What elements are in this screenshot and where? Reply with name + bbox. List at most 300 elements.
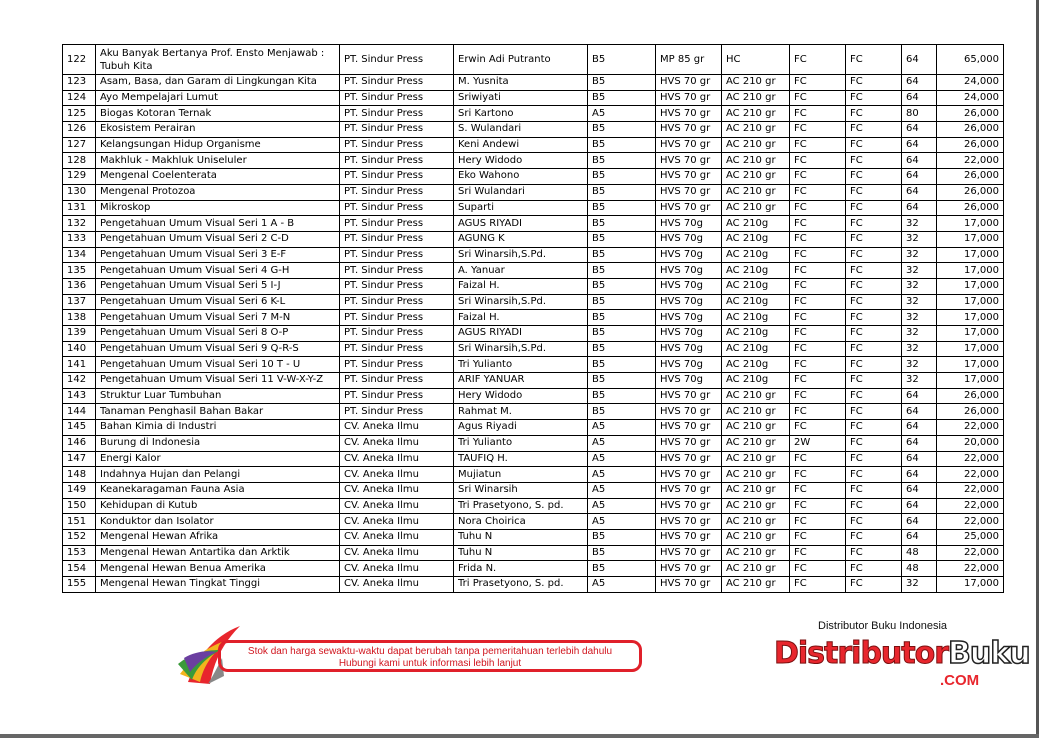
cell-price: 22,000: [937, 498, 1004, 514]
cell-no: 138: [63, 310, 96, 326]
cell-price: 17,000: [937, 263, 1004, 279]
cell-no: 126: [63, 122, 96, 138]
cell-size: A5: [588, 514, 656, 530]
brand-logo-part2: Buku: [948, 636, 1030, 671]
cell-c1: FC: [790, 514, 846, 530]
cell-cover: AC 210 gr: [722, 435, 790, 451]
cell-no: 151: [63, 514, 96, 530]
cell-cover: AC 210g: [722, 326, 790, 342]
cell-c2: FC: [846, 529, 902, 545]
table-row: [63, 278, 1004, 294]
cell-title: Ekosistem Perairan: [96, 122, 340, 138]
cell-c1: FC: [790, 326, 846, 342]
cell-price: 24,000: [937, 90, 1004, 106]
cell-pages: 64: [902, 404, 937, 420]
cell-size: B5: [588, 247, 656, 263]
cell-c1: FC: [790, 561, 846, 577]
cell-c2: FC: [846, 482, 902, 498]
cell-author: Agus Riyadi: [454, 420, 588, 436]
table-row: [63, 106, 1004, 122]
cell-pages: 64: [902, 451, 937, 467]
cell-pages: 32: [902, 278, 937, 294]
cell-c2: FC: [846, 514, 902, 530]
cell-pages: 64: [902, 529, 937, 545]
cell-size: B5: [588, 137, 656, 153]
cell-author: AGUS RIYADI: [454, 216, 588, 232]
cell-publisher: CV. Aneka Ilmu: [340, 514, 454, 530]
cell-cover: AC 210 gr: [722, 545, 790, 561]
table-row: [63, 498, 1004, 514]
cell-title: Pengetahuan Umum Visual Seri 4 G-H: [96, 263, 340, 279]
cell-pages: 32: [902, 294, 937, 310]
cell-pages: 32: [902, 577, 937, 593]
cell-c1: FC: [790, 545, 846, 561]
cell-pages: 64: [902, 498, 937, 514]
cell-publisher: PT. Sindur Press: [340, 310, 454, 326]
cell-paper: HVS 70 gr: [656, 122, 722, 138]
cell-cover: AC 210g: [722, 310, 790, 326]
cell-pages: 32: [902, 247, 937, 263]
cell-publisher: PT. Sindur Press: [340, 388, 454, 404]
cell-no: 142: [63, 373, 96, 389]
cell-no: 122: [63, 45, 96, 75]
cell-author: Faizal H.: [454, 278, 588, 294]
table-row: [63, 545, 1004, 561]
cell-cover: AC 210 gr: [722, 561, 790, 577]
cell-no: 129: [63, 169, 96, 185]
cell-author: Erwin Adi Putranto: [454, 45, 588, 75]
cell-title: Mengenal Hewan Benua Amerika: [96, 561, 340, 577]
cell-paper: HVS 70 gr: [656, 529, 722, 545]
table-row: [63, 388, 1004, 404]
table-row: [63, 153, 1004, 169]
cell-title: Makhluk - Makhluk Uniseluler: [96, 153, 340, 169]
cell-price: 22,000: [937, 514, 1004, 530]
cell-author: Sri Winarsih: [454, 482, 588, 498]
cell-title: Energi Kalor: [96, 451, 340, 467]
cell-title: Pengetahuan Umum Visual Seri 2 C-D: [96, 231, 340, 247]
cell-paper: HVS 70g: [656, 310, 722, 326]
cell-paper: HVS 70 gr: [656, 388, 722, 404]
cell-size: B5: [588, 310, 656, 326]
cell-paper: HVS 70g: [656, 373, 722, 389]
cell-pages: 48: [902, 545, 937, 561]
cell-publisher: PT. Sindur Press: [340, 247, 454, 263]
cell-publisher: CV. Aneka Ilmu: [340, 561, 454, 577]
cell-c1: FC: [790, 278, 846, 294]
cell-paper: HVS 70 gr: [656, 200, 722, 216]
cell-publisher: PT. Sindur Press: [340, 231, 454, 247]
cell-author: Suparti: [454, 200, 588, 216]
cell-pages: 32: [902, 263, 937, 279]
cell-title: Pengetahuan Umum Visual Seri 8 O-P: [96, 326, 340, 342]
cell-publisher: PT. Sindur Press: [340, 326, 454, 342]
cell-author: Sri Wulandari: [454, 184, 588, 200]
cell-size: B5: [588, 294, 656, 310]
cell-title: Struktur Luar Tumbuhan: [96, 388, 340, 404]
cell-author: Keni Andewi: [454, 137, 588, 153]
cell-c2: FC: [846, 388, 902, 404]
table-row: [63, 435, 1004, 451]
cell-price: 17,000: [937, 231, 1004, 247]
cell-pages: 64: [902, 200, 937, 216]
cell-paper: HVS 70 gr: [656, 90, 722, 106]
cell-publisher: CV. Aneka Ilmu: [340, 577, 454, 593]
cell-price: 22,000: [937, 467, 1004, 483]
cell-no: 149: [63, 482, 96, 498]
cell-size: B5: [588, 75, 656, 91]
cell-c2: FC: [846, 545, 902, 561]
cell-price: 22,000: [937, 545, 1004, 561]
cell-size: A5: [588, 482, 656, 498]
cell-author: Tri Prasetyono, S. pd.: [454, 498, 588, 514]
cell-c2: FC: [846, 75, 902, 91]
cell-size: A5: [588, 451, 656, 467]
cell-size: A5: [588, 420, 656, 436]
cell-no: 137: [63, 294, 96, 310]
table-row: [63, 561, 1004, 577]
cell-price: 17,000: [937, 247, 1004, 263]
cell-size: B5: [588, 545, 656, 561]
cell-publisher: PT. Sindur Press: [340, 169, 454, 185]
table-row: [63, 122, 1004, 138]
cell-paper: HVS 70 gr: [656, 498, 722, 514]
cell-c1: FC: [790, 341, 846, 357]
cell-cover: AC 210g: [722, 341, 790, 357]
cell-cover: AC 210g: [722, 263, 790, 279]
cell-price: 17,000: [937, 341, 1004, 357]
cell-publisher: PT. Sindur Press: [340, 137, 454, 153]
cell-paper: HVS 70 gr: [656, 482, 722, 498]
table-row: [63, 577, 1004, 593]
cell-publisher: CV. Aneka Ilmu: [340, 529, 454, 545]
cell-title: Tanaman Penghasil Bahan Bakar: [96, 404, 340, 420]
cell-price: 26,000: [937, 106, 1004, 122]
cell-title: Pengetahuan Umum Visual Seri 9 Q-R-S: [96, 341, 340, 357]
brand-domain: .COM: [940, 672, 980, 689]
table-row: [63, 373, 1004, 389]
cell-paper: HVS 70g: [656, 294, 722, 310]
cell-price: 26,000: [937, 200, 1004, 216]
cell-no: 134: [63, 247, 96, 263]
cell-price: 17,000: [937, 373, 1004, 389]
cell-pages: 64: [902, 435, 937, 451]
cell-c1: FC: [790, 577, 846, 593]
cell-c2: FC: [846, 263, 902, 279]
cell-size: B5: [588, 326, 656, 342]
cell-c1: FC: [790, 90, 846, 106]
cell-c2: FC: [846, 341, 902, 357]
cell-title: Kelangsungan Hidup Organisme: [96, 137, 340, 153]
cell-price: 22,000: [937, 420, 1004, 436]
cell-c2: FC: [846, 45, 902, 75]
cell-size: B5: [588, 45, 656, 75]
cell-author: A. Yanuar: [454, 263, 588, 279]
cell-cover: AC 210g: [722, 278, 790, 294]
cell-title: Mengenal Protozoa: [96, 184, 340, 200]
cell-author: Hery Widodo: [454, 388, 588, 404]
cell-size: B5: [588, 184, 656, 200]
cell-author: Sri Winarsih,S.Pd.: [454, 341, 588, 357]
cell-c1: FC: [790, 404, 846, 420]
cell-paper: HVS 70 gr: [656, 106, 722, 122]
cell-size: B5: [588, 278, 656, 294]
cell-pages: 48: [902, 561, 937, 577]
cell-price: 17,000: [937, 294, 1004, 310]
cell-cover: AC 210g: [722, 216, 790, 232]
cell-size: B5: [588, 90, 656, 106]
cell-c2: FC: [846, 326, 902, 342]
cell-paper: HVS 70 gr: [656, 435, 722, 451]
cell-title: Mengenal Coelenterata: [96, 169, 340, 185]
cell-title: Konduktor dan Isolator: [96, 514, 340, 530]
cell-publisher: PT. Sindur Press: [340, 90, 454, 106]
cell-price: 22,000: [937, 561, 1004, 577]
cell-title: Mikroskop: [96, 200, 340, 216]
cell-c2: FC: [846, 561, 902, 577]
cell-c1: FC: [790, 310, 846, 326]
cell-c1: FC: [790, 373, 846, 389]
cell-pages: 80: [902, 106, 937, 122]
cell-author: Frida N.: [454, 561, 588, 577]
cell-pages: 64: [902, 75, 937, 91]
table-row: [63, 467, 1004, 483]
cell-price: 26,000: [937, 184, 1004, 200]
cell-paper: HVS 70 gr: [656, 169, 722, 185]
cell-pages: 32: [902, 216, 937, 232]
cell-publisher: PT. Sindur Press: [340, 45, 454, 75]
cell-price: 26,000: [937, 404, 1004, 420]
cell-size: B5: [588, 200, 656, 216]
cell-paper: HVS 70g: [656, 278, 722, 294]
cell-paper: HVS 70 gr: [656, 137, 722, 153]
cell-cover: AC 210 gr: [722, 529, 790, 545]
table-row: [63, 420, 1004, 436]
cell-author: Faizal H.: [454, 310, 588, 326]
cell-size: B5: [588, 561, 656, 577]
cell-author: Tri Yulianto: [454, 435, 588, 451]
cell-c2: FC: [846, 231, 902, 247]
cell-size: B5: [588, 153, 656, 169]
cell-c2: FC: [846, 420, 902, 436]
cell-cover: AC 210 gr: [722, 451, 790, 467]
cell-no: 127: [63, 137, 96, 153]
cell-price: 22,000: [937, 451, 1004, 467]
table-row: [63, 216, 1004, 232]
cell-publisher: PT. Sindur Press: [340, 357, 454, 373]
cell-c2: FC: [846, 184, 902, 200]
cell-c2: FC: [846, 90, 902, 106]
cell-no: 136: [63, 278, 96, 294]
cell-no: 125: [63, 106, 96, 122]
cell-author: Sri Winarsih,S.Pd.: [454, 247, 588, 263]
cell-no: 140: [63, 341, 96, 357]
cell-c1: FC: [790, 357, 846, 373]
cell-publisher: PT. Sindur Press: [340, 106, 454, 122]
cell-cover: AC 210 gr: [722, 169, 790, 185]
notice-line-1: Stok dan harga sewaktu-waktu dapat berubah tanpa pemeritahuan terlebih dahulu: [247, 646, 613, 657]
cell-price: 25,000: [937, 529, 1004, 545]
cell-price: 22,000: [937, 153, 1004, 169]
table-row: [63, 169, 1004, 185]
table-row: [63, 90, 1004, 106]
cell-publisher: PT. Sindur Press: [340, 263, 454, 279]
cell-cover: AC 210 gr: [722, 153, 790, 169]
table-row: [63, 184, 1004, 200]
cell-publisher: PT. Sindur Press: [340, 341, 454, 357]
cell-paper: MP 85 gr: [656, 45, 722, 75]
cell-pages: 64: [902, 514, 937, 530]
cell-pages: 32: [902, 357, 937, 373]
cell-paper: HVS 70 gr: [656, 404, 722, 420]
table-row: [63, 247, 1004, 263]
cell-price: 17,000: [937, 577, 1004, 593]
cell-paper: HVS 70g: [656, 216, 722, 232]
cell-c2: FC: [846, 435, 902, 451]
cell-pages: 32: [902, 373, 937, 389]
cell-title: Pengetahuan Umum Visual Seri 3 E-F: [96, 247, 340, 263]
cell-no: 139: [63, 326, 96, 342]
cell-paper: HVS 70g: [656, 326, 722, 342]
cell-paper: HVS 70 gr: [656, 545, 722, 561]
cell-author: Nora Choirica: [454, 514, 588, 530]
cell-publisher: CV. Aneka Ilmu: [340, 451, 454, 467]
cell-title: Pengetahuan Umum Visual Seri 6 K-L: [96, 294, 340, 310]
cell-publisher: PT. Sindur Press: [340, 122, 454, 138]
cell-pages: 64: [902, 153, 937, 169]
cell-price: 26,000: [937, 137, 1004, 153]
cell-size: B5: [588, 216, 656, 232]
cell-title: Burung di Indonesia: [96, 435, 340, 451]
cell-c1: FC: [790, 169, 846, 185]
table-row: [63, 482, 1004, 498]
cell-cover: AC 210 gr: [722, 388, 790, 404]
cell-paper: HVS 70g: [656, 231, 722, 247]
cell-c2: FC: [846, 294, 902, 310]
cell-no: 145: [63, 420, 96, 436]
cell-no: 132: [63, 216, 96, 232]
cell-author: Tri Prasetyono, S. pd.: [454, 577, 588, 593]
cell-c1: FC: [790, 294, 846, 310]
cell-c2: FC: [846, 373, 902, 389]
book-catalog-table: [62, 44, 1004, 593]
cell-pages: 64: [902, 184, 937, 200]
cell-no: 147: [63, 451, 96, 467]
table-row: [63, 310, 1004, 326]
cell-paper: HVS 70g: [656, 357, 722, 373]
table-row: [63, 357, 1004, 373]
cell-c1: FC: [790, 200, 846, 216]
cell-author: Rahmat M.: [454, 404, 588, 420]
cell-c2: FC: [846, 122, 902, 138]
cell-c1: FC: [790, 451, 846, 467]
cell-cover: AC 210 gr: [722, 577, 790, 593]
cell-paper: HVS 70g: [656, 341, 722, 357]
cell-title: Pengetahuan Umum Visual Seri 1 A - B: [96, 216, 340, 232]
cell-c2: FC: [846, 357, 902, 373]
cell-c1: FC: [790, 420, 846, 436]
cell-publisher: PT. Sindur Press: [340, 153, 454, 169]
cell-author: Tuhu N: [454, 529, 588, 545]
cell-title: Pengetahuan Umum Visual Seri 11 V-W-X-Y-Z: [96, 373, 340, 389]
cell-size: B5: [588, 373, 656, 389]
cell-publisher: CV. Aneka Ilmu: [340, 435, 454, 451]
cell-pages: 32: [902, 231, 937, 247]
cell-no: 143: [63, 388, 96, 404]
cell-cover: AC 210 gr: [722, 122, 790, 138]
cell-paper: HVS 70 gr: [656, 561, 722, 577]
cell-publisher: PT. Sindur Press: [340, 278, 454, 294]
cell-paper: HVS 70g: [656, 263, 722, 279]
cell-size: B5: [588, 357, 656, 373]
cell-cover: AC 210g: [722, 231, 790, 247]
cell-size: A5: [588, 435, 656, 451]
cell-price: 20,000: [937, 435, 1004, 451]
cell-no: 123: [63, 75, 96, 91]
cell-size: B5: [588, 388, 656, 404]
cell-c1: FC: [790, 137, 846, 153]
cell-pages: 64: [902, 420, 937, 436]
cell-pages: 64: [902, 122, 937, 138]
cell-price: 22,000: [937, 482, 1004, 498]
cell-cover: AC 210 gr: [722, 184, 790, 200]
cell-no: 131: [63, 200, 96, 216]
cell-c2: FC: [846, 577, 902, 593]
cell-cover: AC 210g: [722, 373, 790, 389]
cell-c2: FC: [846, 310, 902, 326]
cell-pages: 64: [902, 482, 937, 498]
cell-price: 17,000: [937, 326, 1004, 342]
cell-c2: FC: [846, 404, 902, 420]
cell-cover: AC 210 gr: [722, 514, 790, 530]
cell-publisher: CV. Aneka Ilmu: [340, 545, 454, 561]
cell-title: Mengenal Hewan Afrika: [96, 529, 340, 545]
cell-c2: FC: [846, 169, 902, 185]
cell-title: Mengenal Hewan Antartika dan Arktik: [96, 545, 340, 561]
cell-cover: AC 210 gr: [722, 90, 790, 106]
cell-pages: 32: [902, 310, 937, 326]
cell-publisher: CV. Aneka Ilmu: [340, 420, 454, 436]
cell-pages: 64: [902, 388, 937, 404]
cell-publisher: CV. Aneka Ilmu: [340, 467, 454, 483]
cell-title: Pengetahuan Umum Visual Seri 7 M-N: [96, 310, 340, 326]
brand-logo: [774, 636, 1030, 671]
stock-notice-banner: [218, 640, 642, 672]
cell-no: 130: [63, 184, 96, 200]
cell-size: A5: [588, 577, 656, 593]
cell-c1: FC: [790, 482, 846, 498]
cell-no: 155: [63, 577, 96, 593]
cell-c2: FC: [846, 137, 902, 153]
cell-publisher: PT. Sindur Press: [340, 294, 454, 310]
cell-publisher: PT. Sindur Press: [340, 200, 454, 216]
cell-size: A5: [588, 106, 656, 122]
cell-price: 26,000: [937, 388, 1004, 404]
brand-caption: Distributor Buku Indonesia: [818, 620, 948, 632]
cell-paper: HVS 70 gr: [656, 184, 722, 200]
cell-cover: AC 210 gr: [722, 137, 790, 153]
cell-price: 65,000: [937, 45, 1004, 75]
cell-c1: FC: [790, 529, 846, 545]
cell-author: ARIF YANUAR: [454, 373, 588, 389]
cell-paper: HVS 70 gr: [656, 451, 722, 467]
cell-c1: FC: [790, 216, 846, 232]
cell-c1: FC: [790, 498, 846, 514]
notice-line-2: Hubungi kami untuk informasi lebih lanjut: [338, 658, 522, 669]
cell-c1: FC: [790, 247, 846, 263]
cell-title: Bahan Kimia di Industri: [96, 420, 340, 436]
cell-price: 17,000: [937, 216, 1004, 232]
